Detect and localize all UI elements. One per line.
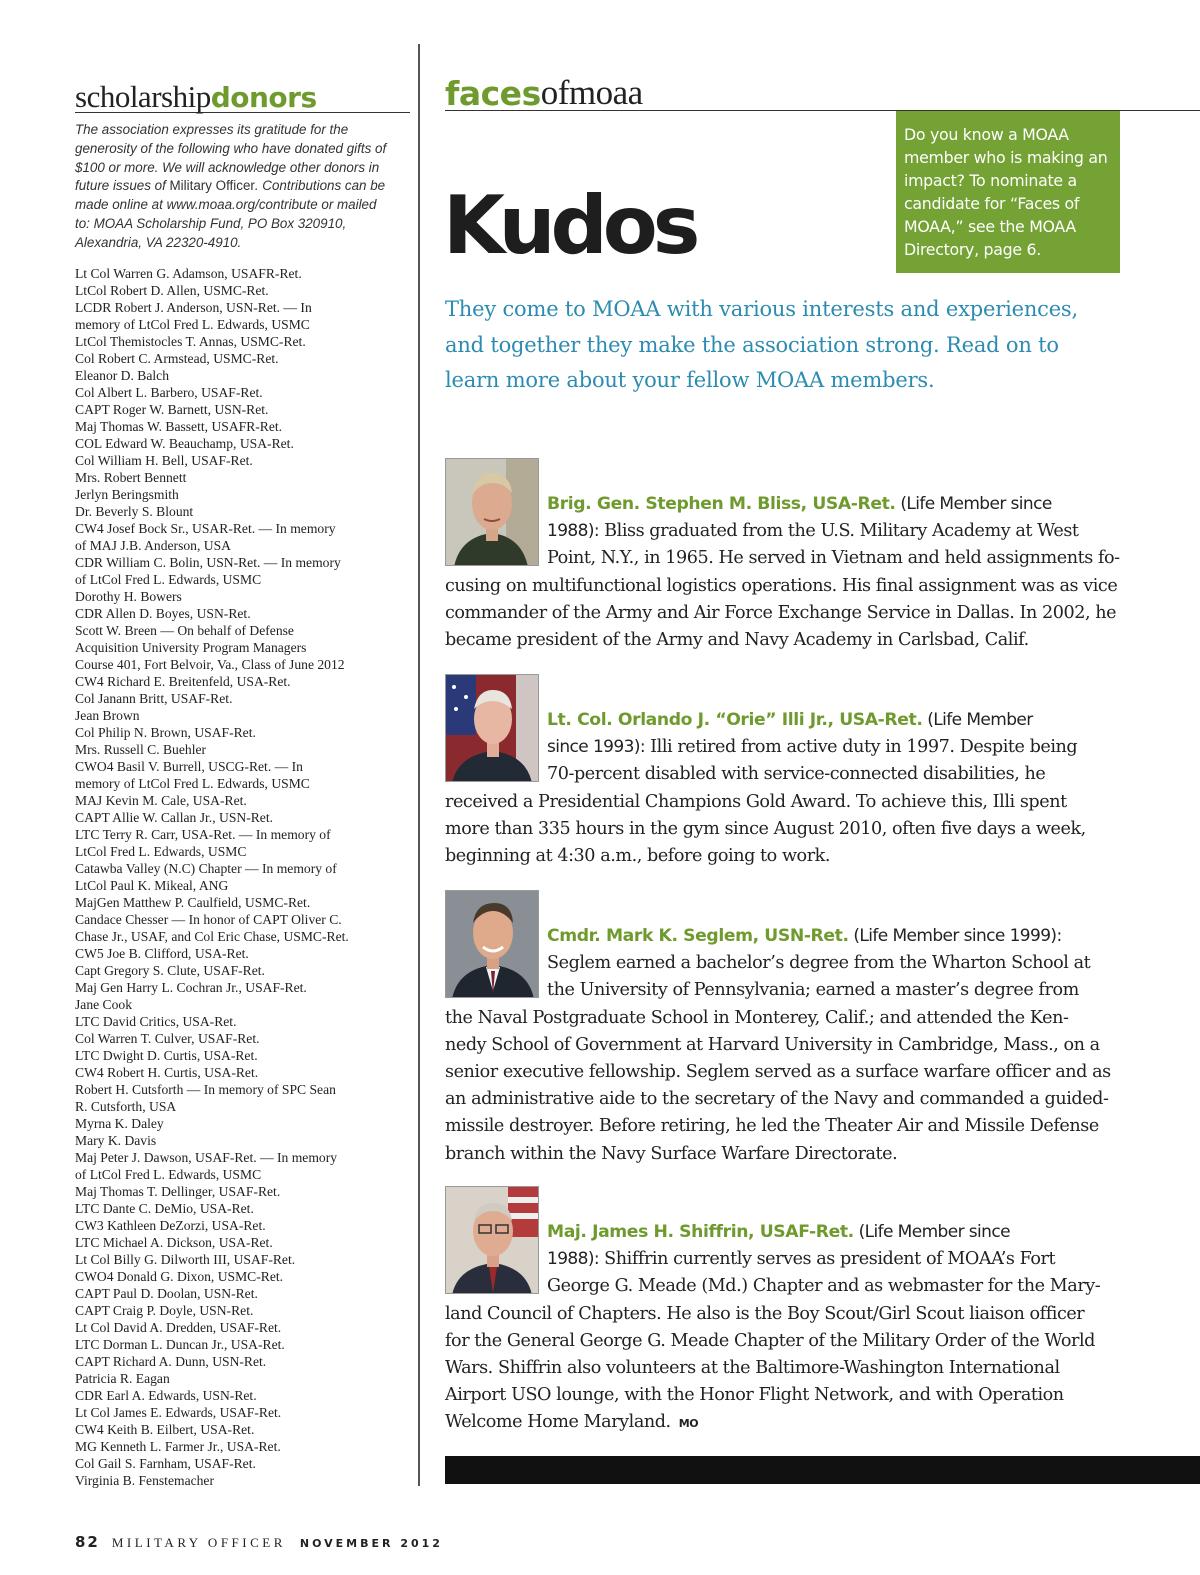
- profile-lead-line: [445, 674, 1135, 734]
- profile-body: Illi retired from active duty in 1997. Despite being: [645, 737, 1078, 758]
- donor-entry: Virginia B. Fenstemacher: [75, 1472, 214, 1488]
- profile-text: [445, 1186, 1135, 1438]
- profile-shiffrin: [445, 1186, 1135, 1438]
- profile-lead-line: [445, 1246, 1135, 1273]
- donor-entry: Robert H. Cutsforth — In memory of SPC Sean: [75, 1081, 336, 1097]
- donor-entry: LTC Terry R. Carr, USA-Ret. — In memory of: [75, 826, 331, 842]
- donor-entry: Col Gail S. Farnham, USAF-Ret.: [75, 1455, 256, 1471]
- donor-entry: Col Warren T. Culver, USAF-Ret.: [75, 1030, 260, 1046]
- profile-body-line: Airport USO lounge, with the Honor Flight Network, and with Operation: [445, 1385, 1064, 1406]
- donor-entry: LCDR Robert J. Anderson, USN-Ret. — In: [75, 299, 312, 315]
- profile-illi: [445, 674, 1135, 870]
- donor-entry: Mary K. Davis: [75, 1132, 157, 1148]
- intro-text-b: . Contributions can be made online at www.moaa.org/contribute or mailed to: MOAA Scholarship Fund, PO Box 320910, Alexandria, VA 22320-4910.: [75, 178, 386, 250]
- profile-name: Cmdr. Mark K. Seglem, USN-Ret.: [547, 926, 849, 946]
- profile-lead-line: [445, 734, 1135, 761]
- profile-membership: 1988):: [547, 521, 600, 542]
- profile-lead-line: Point, N.Y., in 1965. He served in Vietnam and held assignments fo-: [547, 548, 1120, 569]
- donor-entry: Dr. Beverly S. Blount: [75, 503, 194, 519]
- profile-lead-line: Seglem earned a bachelor’s degree from the Wharton School at: [547, 953, 1091, 974]
- profile-body-line: senior executive fellowship. Seglem served as a surface warfare officer and as: [445, 1062, 1111, 1083]
- profile-body-line: commander of the Army and Air Force Exchange Service in Dallas. In 2002, he: [445, 602, 1117, 623]
- header-bold-text: donors: [210, 81, 317, 114]
- portrait-photo: [445, 674, 539, 782]
- deck-line: learn more about your fellow MOAA members.: [445, 368, 935, 392]
- donor-entry: CDR Allen D. Boyes, USN-Ret.: [75, 605, 251, 621]
- donor-entry: CWO4 Donald G. Dixon, USMC-Ret.: [75, 1268, 284, 1284]
- donor-entry: LtCol Fred L. Edwards, USMC: [75, 843, 247, 859]
- page-number: 82: [75, 1533, 100, 1551]
- donor-entry: LtCol Robert D. Allen, USMC-Ret.: [75, 282, 269, 298]
- portrait-photo: [445, 458, 539, 566]
- donor-entry: LTC Dante C. DeMio, USA-Ret.: [75, 1200, 254, 1216]
- profile-body-line: nedy School of Government at Harvard University in Cambridge, Mass., on a: [445, 1034, 1100, 1055]
- donor-entry: CW4 Robert H. Curtis, USA-Ret.: [75, 1064, 259, 1080]
- profile-body: Bliss graduated from the U.S. Military Academy at West: [599, 521, 1079, 542]
- donor-entry: CW3 Kathleen DeZorzi, USA-Ret.: [75, 1217, 266, 1233]
- donor-entry: Lt Col Warren G. Adamson, USAFR-Ret.: [75, 265, 302, 281]
- donor-entry: LtCol Paul K. Mikeal, ANG: [75, 877, 229, 893]
- donor-entry: MAJ Kevin M. Cale, USA-Ret.: [75, 792, 247, 808]
- profile-membership: (Life Member since: [895, 494, 1052, 514]
- donor-entry: CW4 Josef Bock Sr., USAR-Ret. — In memory: [75, 520, 336, 536]
- profile-name: Lt. Col. Orlando J. “Orie” Illi Jr., USA-Ret.: [547, 710, 923, 730]
- profile-membership: 1988):: [547, 1249, 600, 1270]
- profile-text: [445, 458, 1135, 654]
- profile-membership: since 1993):: [547, 737, 645, 758]
- profile-membership: (Life Member since: [853, 1222, 1010, 1242]
- donors-intro: [75, 121, 395, 253]
- profile-body-line: land Council of Chapters. He also is the Boy Scout/Girl Scout liaison officer: [445, 1303, 1085, 1324]
- donor-entry: Maj Gen Harry L. Cochran Jr., USAF-Ret.: [75, 979, 307, 995]
- donor-entry: R. Cutsforth, USA: [75, 1098, 177, 1114]
- profile-body-line: [445, 1409, 1135, 1437]
- donor-entry: Eleanor D. Balch: [75, 367, 169, 383]
- donor-entry: Mrs. Robert Bennett: [75, 469, 187, 485]
- profile-lead-line: George G. Meade (Md.) Chapter and as webmaster for the Mary-: [547, 1276, 1101, 1297]
- profile-lead-line: 70-percent disabled with service-connected disabilities, he: [547, 764, 1046, 785]
- donor-entry: of LtCol Fred L. Edwards, USMC: [75, 571, 262, 587]
- intro-text-a: The association expresses its gratitude for the generosity of the following who have donated gifts of $100 or more. We will acknowledge other donors in future issues of: [75, 122, 387, 194]
- profile-body-line: an administrative aide to the secretary of the Navy and commanded a guided-: [445, 1089, 1109, 1110]
- donor-entry: CAPT Craig P. Doyle, USN-Ret.: [75, 1302, 254, 1318]
- header-light-text: scholarship: [75, 79, 211, 114]
- donor-entry: CW4 Keith B. Eilbert, USA-Ret.: [75, 1421, 255, 1437]
- profile-body-line: Wars. Shiffrin also volunteers at the Baltimore-Washington International: [445, 1358, 1060, 1379]
- issue-date: NOVEMBER 2012: [299, 1537, 443, 1550]
- donor-entry: Myrna K. Daley: [75, 1115, 164, 1131]
- profile-body-line: cusing on multifunctional logistics operations. His final assignment was as vice: [445, 575, 1118, 596]
- donor-entry: Chase Jr., USAF, and Col Eric Chase, USMC-Ret.: [75, 928, 349, 944]
- profile-membership: (Life Member: [922, 710, 1033, 730]
- profile-body-line: branch within the Navy Surface Warfare Directorate.: [445, 1143, 898, 1164]
- donor-entry: CAPT Allie W. Callan Jr., USN-Ret.: [75, 809, 274, 825]
- faces-of-moaa-header: [445, 75, 1200, 111]
- profile-lead-line: [445, 890, 1135, 950]
- donor-entry: CDR Earl A. Edwards, USN-Ret.: [75, 1387, 257, 1403]
- intro-publication: Military Officer: [169, 178, 255, 194]
- profile-body-line: the Naval Postgraduate School in Monterey, Calif.; and attended the Ken-: [445, 1007, 1069, 1028]
- deck-text: [445, 292, 1145, 399]
- profile-membership: (Life Member since 1999):: [848, 926, 1062, 946]
- donor-entry: Course 401, Fort Belvoir, Va., Class of June 2012: [75, 656, 345, 672]
- profile-text: [445, 674, 1135, 870]
- nominate-callout-box: Do you know a MOAA member who is making an impact? To nominate a candidate for “Faces of MOAA,” see the MOAA Directory, page 6.: [896, 111, 1120, 273]
- publication-name: MILITARY OFFICER: [111, 1535, 286, 1550]
- profile-body-line: received a Presidential Champions Gold Award. To achieve this, Illi spent: [445, 791, 1067, 812]
- donor-entry: LTC Dorman L. Duncan Jr., USA-Ret.: [75, 1336, 285, 1352]
- donor-entry: Jane Cook: [75, 996, 133, 1012]
- donor-entry: Jean Brown: [75, 707, 140, 723]
- page-title: Kudos: [443, 179, 696, 272]
- header-light-text: ofmoaa: [540, 73, 643, 112]
- donor-entry: LTC Michael A. Dickson, USA-Ret.: [75, 1234, 273, 1250]
- donor-entry: MG Kenneth L. Farmer Jr., USA-Ret.: [75, 1438, 281, 1454]
- profile-body-last: Welcome Home Maryland.: [445, 1412, 671, 1433]
- page-footer: [75, 1533, 443, 1551]
- donor-entry: Col William H. Bell, USAF-Ret.: [75, 452, 253, 468]
- profile-name: Brig. Gen. Stephen M. Bliss, USA-Ret.: [547, 494, 896, 514]
- profile-body-line: missile destroyer. Before retiring, he led the Theater Air and Missile Defense: [445, 1116, 1099, 1137]
- donor-entry: Patricia R. Eagan: [75, 1370, 170, 1386]
- donor-entry: Catawba Valley (N.C) Chapter — In memory of: [75, 860, 337, 876]
- donor-entry: Mrs. Russell C. Buehler: [75, 741, 207, 757]
- donor-entry: Candace Chesser — In honor of CAPT Oliver C.: [75, 911, 342, 927]
- donor-entry: Capt Gregory S. Clute, USAF-Ret.: [75, 962, 265, 978]
- donor-entry: of LtCol Fred L. Edwards, USMC: [75, 1166, 262, 1182]
- deck-line: and together they make the association strong. Read on to: [445, 332, 1059, 357]
- profile-lead-line: [445, 458, 1135, 518]
- donor-entry: Lt Col Billy G. Dilworth III, USAF-Ret.: [75, 1251, 296, 1267]
- profile-seglem: [445, 890, 1135, 1168]
- profile-bliss: [445, 458, 1135, 654]
- donor-list: [75, 265, 410, 1489]
- column-divider: [418, 44, 420, 1486]
- profile-body-line: became president of the Army and Navy Academy in Carlsbad, Calif.: [445, 630, 1029, 651]
- donor-entry: Col Albert L. Barbero, USAF-Ret.: [75, 384, 263, 400]
- footer-bar: [445, 1456, 1200, 1484]
- donor-entry: LTC David Critics, USA-Ret.: [75, 1013, 237, 1029]
- donor-entry: COL Edward W. Beauchamp, USA-Ret.: [75, 435, 294, 451]
- donor-entry: Col Philip N. Brown, USAF-Ret.: [75, 724, 256, 740]
- donor-entry: CW5 Joe B. Clifford, USA-Ret.: [75, 945, 249, 961]
- profile-text: [445, 890, 1135, 1168]
- deck-line: They come to MOAA with various interests and experiences,: [445, 297, 1078, 321]
- portrait-photo: [445, 890, 539, 998]
- donor-entry: CWO4 Basil V. Burrell, USCG-Ret. — In: [75, 758, 303, 774]
- donor-entry: CDR William C. Bolin, USN-Ret. — In memory: [75, 554, 341, 570]
- donor-entry: Col Janann Britt, USAF-Ret.: [75, 690, 233, 706]
- donor-entry: Scott W. Breen — On behalf of Defense: [75, 622, 294, 638]
- scholarship-donors-column: [75, 75, 410, 1489]
- profile-lead-line: [445, 1186, 1135, 1246]
- donor-entry: Acquisition University Program Managers: [75, 639, 307, 655]
- donor-entry: Maj Peter J. Dawson, USAF-Ret. — In memory: [75, 1149, 338, 1165]
- donor-entry: Dorothy H. Bowers: [75, 588, 182, 604]
- donor-entry: CW4 Richard E. Breitenfeld, USA-Ret.: [75, 673, 291, 689]
- donor-entry: of MAJ J.B. Anderson, USA: [75, 537, 231, 553]
- donor-entry: Lt Col David A. Dredden, USAF-Ret.: [75, 1319, 282, 1335]
- donor-entry: LTC Dwight D. Curtis, USA-Ret.: [75, 1047, 258, 1063]
- donor-entry: Maj Thomas T. Dellinger, USAF-Ret.: [75, 1183, 281, 1199]
- donor-entry: LtCol Themistocles T. Annas, USMC-Ret.: [75, 333, 306, 349]
- profile-lead-line: the University of Pennsylvania; earned a master’s degree from: [547, 980, 1079, 1001]
- profile-name: Maj. James H. Shiffrin, USAF-Ret.: [547, 1222, 854, 1242]
- scholarship-donors-header: [75, 75, 410, 113]
- donor-entry: memory of LtCol Fred L. Edwards, USMC: [75, 775, 310, 791]
- donor-entry: CAPT Roger W. Barnett, USN-Ret.: [75, 401, 269, 417]
- donor-entry: memory of LtCol Fred L. Edwards, USMC: [75, 316, 310, 332]
- donor-entry: Lt Col James E. Edwards, USAF-Ret.: [75, 1404, 282, 1420]
- profile-body-line: for the General George G. Meade Chapter of the Military Order of the World: [445, 1330, 1095, 1351]
- donor-entry: Jerlyn Beringsmith: [75, 486, 179, 502]
- donor-entry: CAPT Paul D. Doolan, USN-Ret.: [75, 1285, 258, 1301]
- profile-body-line: beginning at 4:30 a.m., before going to work.: [445, 846, 831, 867]
- donor-entry: Col Robert C. Armstead, USMC-Ret.: [75, 350, 279, 366]
- end-mark: MO: [678, 1417, 699, 1431]
- header-bold-text: faces: [445, 74, 541, 113]
- profile-lead-line: [445, 518, 1135, 545]
- donor-entry: Maj Thomas W. Bassett, USAFR-Ret.: [75, 418, 283, 434]
- profile-body: Shiffrin currently serves as president of MOAA’s Fort: [599, 1249, 1056, 1270]
- profile-body-line: more than 335 hours in the gym since August 2010, often five days a week,: [445, 818, 1086, 839]
- donor-entry: MajGen Matthew P. Caulfield, USMC-Ret.: [75, 894, 311, 910]
- donor-entry: CAPT Richard A. Dunn, USN-Ret.: [75, 1353, 267, 1369]
- portrait-photo: [445, 1186, 539, 1294]
